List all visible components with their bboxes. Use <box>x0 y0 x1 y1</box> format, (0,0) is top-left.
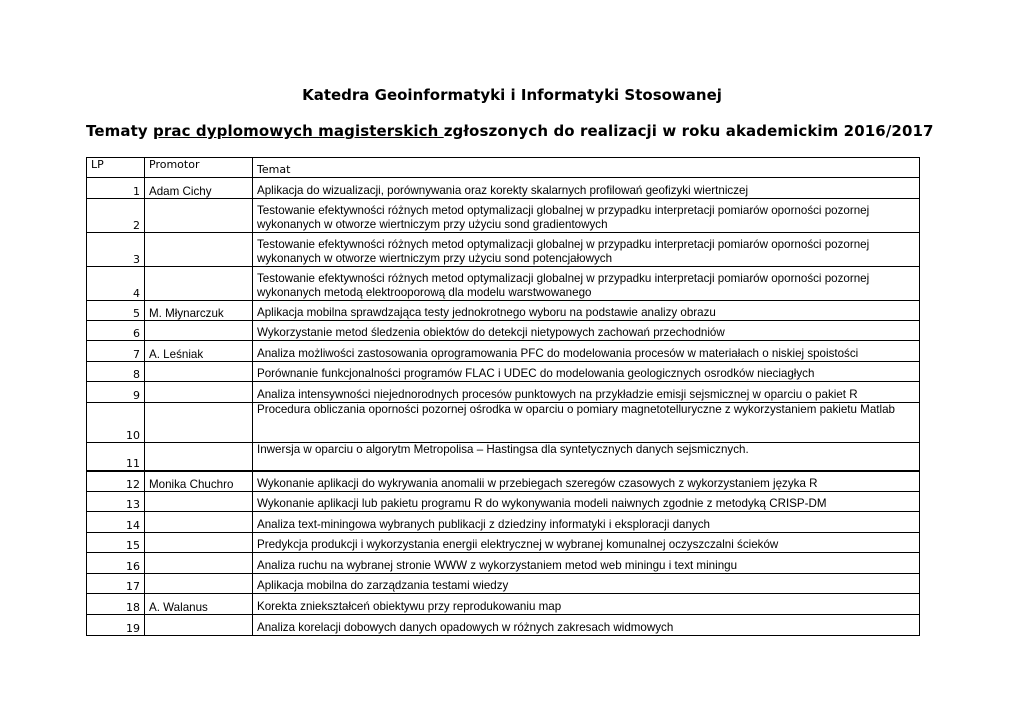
table-row <box>87 301 920 321</box>
table-row <box>87 403 920 443</box>
subtitle-underlined: prac dyplomowych magisterskich <box>153 122 444 140</box>
row-promotor <box>145 403 253 443</box>
row-promotor <box>145 382 253 403</box>
row-temat: Aplikacja mobilna sprawdzająca testy jednokrotnego wyboru na podstawie analizy obrazu <box>253 301 920 321</box>
row-promotor <box>145 492 253 512</box>
row-promotor <box>145 533 253 553</box>
table-row <box>87 443 920 471</box>
row-lp: 15 <box>87 533 145 553</box>
table-row <box>87 492 920 512</box>
row-promotor <box>145 199 253 233</box>
table-row <box>87 178 920 199</box>
department-title: Katedra Geoinformatyki i Informatyki Stosowanej <box>302 86 722 104</box>
row-temat: Wykonanie aplikacji lub pakietu programu R do wykonywania modeli naiwnych zgodnie z metodyką CRISP-DM <box>253 492 920 512</box>
table-row <box>87 321 920 341</box>
row-temat: Analiza możliwości zastosowania oprogramowania PFC do modelowania procesów w materiałach o niskiej spoistości <box>253 341 920 362</box>
row-temat: Analiza text-miningowa wybranych publikacji z dziedziny informatyki i eksploracji danych <box>253 512 920 533</box>
row-lp: 6 <box>87 321 145 341</box>
table-row <box>87 471 920 492</box>
column-header-lp: LP <box>87 158 145 178</box>
row-promotor <box>145 553 253 574</box>
topics-table <box>86 157 920 636</box>
row-promotor: A. Leśniak <box>145 341 253 362</box>
document-subtitle <box>86 122 934 140</box>
table-row <box>87 615 920 636</box>
row-lp: 17 <box>87 574 145 594</box>
table-row <box>87 594 920 615</box>
row-lp: 7 <box>87 341 145 362</box>
row-lp: 10 <box>87 403 145 443</box>
row-lp: 5 <box>87 301 145 321</box>
row-lp: 8 <box>87 362 145 382</box>
row-temat: Testowanie efektywności różnych metod optymalizacji globalnej w przypadku interpretacji pomiarów oporności pozornej wykonanych w otworze wiertniczym przy użyciu sond gradientowych <box>253 199 920 233</box>
row-lp: 11 <box>87 443 145 471</box>
column-header-promotor: Promotor <box>145 158 253 178</box>
table-row <box>87 233 920 267</box>
row-temat: Analiza ruchu na wybranej stronie WWW z wykorzystaniem metod web miningu i text miningu <box>253 553 920 574</box>
row-temat: Predykcja produkcji i wykorzystania energii elektrycznej w wybranej komunalnej oczyszczalni ścieków <box>253 533 920 553</box>
row-lp: 12 <box>87 471 145 492</box>
row-temat: Testowanie efektywności różnych metod optymalizacji globalnej w przypadku interpretacji pomiarów oporności pozornej wykonanych w otworze wiertniczym przy użyciu sond potencjałowych <box>253 233 920 267</box>
row-lp: 19 <box>87 615 145 636</box>
table-row <box>87 267 920 301</box>
table-header-row <box>87 158 920 178</box>
column-header-temat: Temat <box>253 158 920 178</box>
row-lp: 1 <box>87 178 145 199</box>
row-temat: Procedura obliczania oporności pozornej ośrodka w oparciu o pomiary magnetotelluryczne z wykorzystaniem pakietu Matlab <box>253 403 920 443</box>
table-row <box>87 382 920 403</box>
subtitle-suffix: zgłoszonych do realizacji w roku akademickim 2016/2017 <box>443 122 934 140</box>
row-lp: 9 <box>87 382 145 403</box>
row-lp: 14 <box>87 512 145 533</box>
row-temat: Wykonanie aplikacji do wykrywania anomalii w przebiegach szeregów czasowych z wykorzystaniem języka R <box>253 471 920 492</box>
table-row <box>87 574 920 594</box>
table-row <box>87 533 920 553</box>
table-row <box>87 362 920 382</box>
table-row <box>87 199 920 233</box>
row-temat: Aplikacja mobilna do zarządzania testami wiedzy <box>253 574 920 594</box>
row-promotor <box>145 362 253 382</box>
row-temat: Aplikacja do wizualizacji, porównywania oraz korekty skalarnych profilowań geofizyki wiertniczej <box>253 178 920 199</box>
row-promotor <box>145 233 253 267</box>
row-temat: Testowanie efektywności różnych metod optymalizacji globalnej w przypadku interpretacji pomiarów oporności pozornej wykonanych metodą elektrooporową dla modelu warstwowanego <box>253 267 920 301</box>
table-row <box>87 553 920 574</box>
table-row <box>87 512 920 533</box>
row-lp: 3 <box>87 233 145 267</box>
row-temat: Porównanie funkcjonalności programów FLAC i UDEC do modelowania geologicznych osrodków nieciagłych <box>253 362 920 382</box>
row-promotor: M. Młynarczuk <box>145 301 253 321</box>
row-promotor: Adam Cichy <box>145 178 253 199</box>
row-lp: 4 <box>87 267 145 301</box>
subtitle-prefix: Tematy <box>86 122 154 140</box>
row-lp: 16 <box>87 553 145 574</box>
row-promotor <box>145 615 253 636</box>
row-promotor <box>145 512 253 533</box>
table-row <box>87 341 920 362</box>
row-temat: Analiza korelacji dobowych danych opadowych w różnych zakresach widmowych <box>253 615 920 636</box>
row-promotor <box>145 443 253 471</box>
row-promotor: Monika Chuchro <box>145 471 253 492</box>
row-lp: 2 <box>87 199 145 233</box>
row-temat: Analiza intensywności niejednorodnych procesów punktowych na przykładzie emisji sejsmicznej w oparciu o pakiet R <box>253 382 920 403</box>
row-promotor: A. Walanus <box>145 594 253 615</box>
row-temat: Wykorzystanie metod śledzenia obiektów do detekcji nietypowych zachowań przechodniów <box>253 321 920 341</box>
row-lp: 18 <box>87 594 145 615</box>
row-promotor <box>145 321 253 341</box>
row-temat: Korekta zniekształceń obiektywu przy reprodukowaniu map <box>253 594 920 615</box>
row-lp: 13 <box>87 492 145 512</box>
row-temat: Inwersja w oparciu o algorytm Metropolisa – Hastingsa dla syntetycznych danych sejsmicznych. <box>253 443 920 471</box>
row-promotor <box>145 574 253 594</box>
row-promotor <box>145 267 253 301</box>
